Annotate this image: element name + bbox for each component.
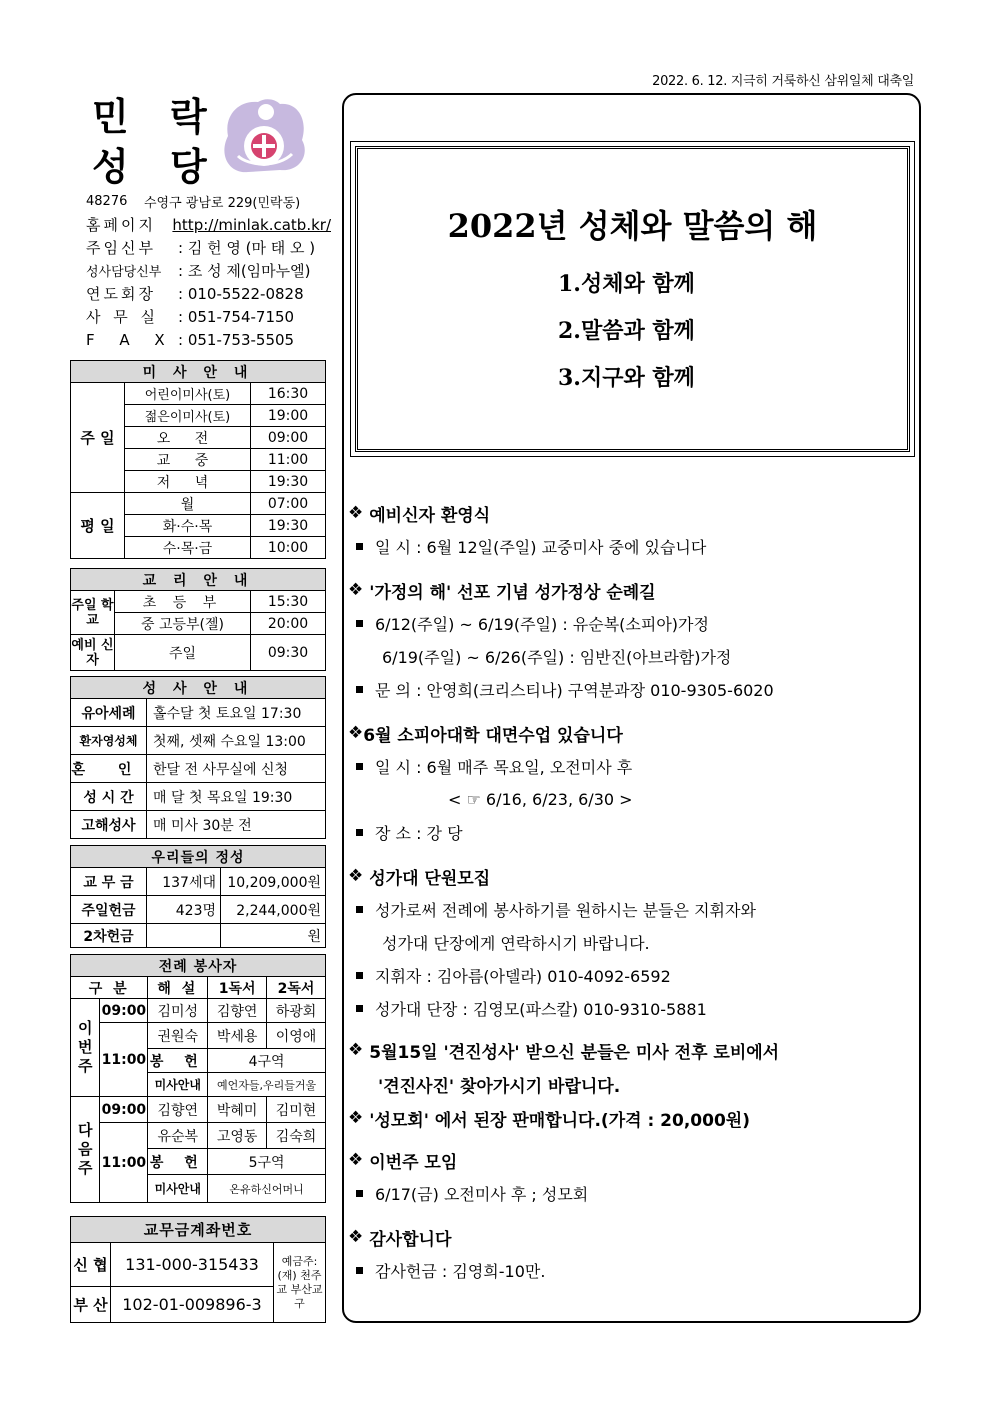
mass-time: 19:00 <box>251 405 326 427</box>
notice-line <box>348 607 918 640</box>
doctrine-table <box>70 568 326 671</box>
mass-time: 16:30 <box>251 383 326 405</box>
notice-line <box>348 673 918 706</box>
square-bullet-icon <box>356 1190 363 1197</box>
square-bullet-icon <box>356 620 363 627</box>
notice-text: < ☞ 6/16, 6/23, 6/30 > <box>448 790 633 809</box>
mass-header: 미 사 안 내 <box>71 361 326 383</box>
theme-box <box>355 146 910 452</box>
bulletin-date: 2022. 6. 12. 지극히 거룩하신 삼위일체 대축일 <box>652 74 914 89</box>
bank-name: 신 협 <box>71 1243 111 1287</box>
notice-heading-text: 예비신자 환영식 <box>369 505 491 526</box>
offering-count: 137세대 <box>147 868 221 896</box>
notice-text: 일 시 : 6월 매주 목요일, 오전미사 후 <box>375 758 633 777</box>
notice-heading-text: '가정의 해' 선포 기념 성가정상 순례길 <box>369 582 656 603</box>
notice-heading-text: 6월 소피아대학 대면수업 있습니다 <box>363 725 623 746</box>
sacrament-name: 혼 인 <box>71 755 147 783</box>
offering-name: 2차헌금 <box>71 924 147 948</box>
liturgy-servers-table <box>70 954 326 1203</box>
mass-time: 09:00 <box>251 427 326 449</box>
guide-group: 온유하신어머니 <box>208 1175 326 1203</box>
account-header: 교무금계좌번호 <box>71 1217 326 1243</box>
diamond-bullet-icon: ❖ <box>348 1040 364 1060</box>
notice-text: 6/19(주일) ~ 6/26(주일) : 임반진(아브라함)가정 <box>382 648 732 667</box>
diamond-bullet-icon: ❖ <box>348 723 364 743</box>
guide-label: 미사안내 <box>148 1073 208 1097</box>
notice-line <box>348 530 918 563</box>
server-name: 김향연 <box>148 1097 208 1123</box>
theme-item: 2.말씀과 함께 <box>558 318 695 344</box>
diamond-bullet-icon: ❖ <box>348 503 364 523</box>
offertory-label: 봉 헌 <box>148 1149 208 1175</box>
mass-time: 11:00 <box>100 1123 148 1203</box>
notices <box>348 496 918 1287</box>
class-name: 중 고등부(젤) <box>115 613 251 635</box>
diamond-bullet-icon: ❖ <box>348 1108 364 1128</box>
offering-count <box>147 924 221 948</box>
theme-title: 2022년 성체와 말씀의 해 <box>447 207 818 245</box>
server-name: 권원숙 <box>148 1023 208 1049</box>
notice-heading <box>348 1220 918 1254</box>
square-bullet-icon <box>356 1267 363 1274</box>
col-header: 구 분 <box>71 977 148 999</box>
catechumen-label: 예비 신자 <box>71 635 115 671</box>
notice-heading <box>348 1067 918 1101</box>
mass-day: 수·목·금 <box>125 537 251 559</box>
notice-text: 지휘자 : 김아름(아델라) 010-4092-6592 <box>375 967 671 986</box>
notice-heading-text: 감사합니다 <box>369 1229 452 1250</box>
square-bullet-icon <box>356 686 363 693</box>
sacrament-detail: 매 달 첫 목요일 19:30 <box>147 783 326 811</box>
notice-text: 문 의 : 안영희(크리스티나) 구역분과장 010-9305-6020 <box>375 681 774 700</box>
theme-item: 3.지구와 함께 <box>558 365 695 391</box>
pastor-row: 주임신부 : 김 헌 영 (마 태 오 ) <box>86 239 316 257</box>
server-name: 박혜미 <box>208 1097 267 1123</box>
notice-heading-text: 이번주 모임 <box>369 1152 458 1173</box>
diamond-bullet-icon: ❖ <box>348 866 364 886</box>
server-name: 김미성 <box>148 999 208 1023</box>
sacrament-header: 성 사 안 내 <box>71 677 326 699</box>
mass-name: 오 전 <box>125 427 251 449</box>
sacrament-detail: 홀수달 첫 토요일 17:30 <box>147 699 326 727</box>
notice-heading <box>348 1101 918 1135</box>
square-bullet-icon <box>356 1005 363 1012</box>
notice-heading <box>348 1033 918 1067</box>
square-bullet-icon <box>356 906 363 913</box>
offering-name: 교 무 금 <box>71 868 147 896</box>
sunday-school-label: 주일 학교 <box>71 591 115 635</box>
notice-heading-text: '성모회' 에서 된장 판매합니다.(가격 : 20,000원) <box>369 1110 750 1131</box>
server-name: 김숙희 <box>267 1123 326 1149</box>
server-name: 고영동 <box>208 1123 267 1149</box>
mass-name: 교 중 <box>125 449 251 471</box>
office-row: 사 무 실 : 051-754-7150 <box>86 307 295 326</box>
class-name: 초 등 부 <box>115 591 251 613</box>
account-number: 131-000-315433 <box>111 1243 274 1287</box>
col-header: 2독서 <box>267 977 326 999</box>
diamond-bullet-icon: ❖ <box>348 580 364 600</box>
server-name: 하광회 <box>267 999 326 1023</box>
notice-line <box>348 959 918 992</box>
diamond-bullet-icon: ❖ <box>348 1150 364 1170</box>
catechumen-time: 09:30 <box>251 635 326 671</box>
catechumen-day: 주일 <box>115 635 251 671</box>
offering-table <box>70 845 326 948</box>
address-row: 48276 수영구 광남로 229(민락동) <box>86 194 301 211</box>
fax-row: F A X : 051-753-5505 <box>86 330 295 349</box>
mass-name: 어린이미사(토) <box>125 383 251 405</box>
mass-time: 19:30 <box>251 471 326 493</box>
server-name: 박세용 <box>208 1023 267 1049</box>
notice-text: 6/17(금) 오전미사 후 ; 성모회 <box>375 1185 589 1204</box>
account-number: 102-01-009896-3 <box>111 1287 274 1323</box>
sacrament-detail: 매 미사 30분 전 <box>147 811 326 839</box>
next-week-label: 다음주 <box>71 1097 100 1203</box>
mass-time: 07:00 <box>251 493 326 515</box>
offertory-group: 4구역 <box>208 1049 326 1073</box>
mass-time: 09:00 <box>100 999 148 1023</box>
mass-name: 젊은이미사(토) <box>125 405 251 427</box>
notice-heading-text: '견진사진' 찾아가시기 바랍니다. <box>378 1076 621 1097</box>
notice-heading <box>348 1143 918 1177</box>
notice-line <box>348 750 918 783</box>
square-bullet-icon <box>356 972 363 979</box>
server-name: 유순복 <box>148 1123 208 1149</box>
mass-day: 화·수·목 <box>125 515 251 537</box>
sacrament-name: 고해성사 <box>71 811 147 839</box>
notice-text: 감사헌금 : 김영희-10만. <box>375 1262 546 1281</box>
guide-group: 예언자들,우리들거울 <box>208 1073 326 1097</box>
notice-line <box>348 640 918 673</box>
parish-title <box>92 92 221 192</box>
account-table <box>70 1216 326 1323</box>
account-holder: 예금주: (재) 천주교 부산교구 <box>274 1243 326 1323</box>
sacrament-priest-row: 성사담당신부 : 조 성 제(임마누엘) <box>86 262 311 280</box>
server-name: 이영애 <box>267 1023 326 1049</box>
diamond-bullet-icon: ❖ <box>348 1227 364 1247</box>
offering-amount: 2,244,000원 <box>221 896 326 924</box>
guide-label: 미사안내 <box>148 1175 208 1203</box>
mass-time: 19:30 <box>251 515 326 537</box>
sacrament-detail: 한달 전 사무실에 신청 <box>147 755 326 783</box>
notice-text: 장 소 : 강 당 <box>375 824 463 843</box>
offering-header: 우리들의 정성 <box>71 846 326 868</box>
mass-name: 저 녁 <box>125 471 251 493</box>
server-name: 김미현 <box>267 1097 326 1123</box>
sacrament-name: 유아세례 <box>71 699 147 727</box>
col-header: 1독서 <box>208 977 267 999</box>
notice-line <box>348 893 918 926</box>
notice-line <box>348 816 918 849</box>
mass-time: 11:00 <box>100 1023 148 1097</box>
mass-day: 월 <box>125 493 251 515</box>
sunday-label: 주 일 <box>71 383 125 493</box>
notice-line <box>348 1177 918 1210</box>
offertory-group: 5구역 <box>208 1149 326 1175</box>
notice-text: 성가로써 전례에 봉사하기를 원하시는 분들은 지휘자와 <box>375 901 756 920</box>
notice-line <box>348 926 918 959</box>
sacrament-table <box>70 676 326 839</box>
notice-text: 6/12(주일) ~ 6/19(주일) : 유순복(소피아)가정 <box>375 615 709 634</box>
mass-schedule-table <box>70 360 326 559</box>
weekday-label: 평 일 <box>71 493 125 559</box>
notice-heading <box>348 859 918 893</box>
doctrine-header: 교 리 안 내 <box>71 569 326 591</box>
offering-count: 423명 <box>147 896 221 924</box>
offering-amount: 10,209,000원 <box>221 868 326 896</box>
mass-time: 11:00 <box>251 449 326 471</box>
prayer-leader-row: 연도회장 : 010-5522-0828 <box>86 284 304 303</box>
mass-time: 09:00 <box>100 1097 148 1123</box>
notice-text: 성가대 단장 : 김영모(파스칼) 010-9310-5881 <box>375 1000 707 1019</box>
notice-heading <box>348 496 918 530</box>
theme-items <box>558 267 695 408</box>
notice-line <box>348 992 918 1025</box>
server-name: 김향연 <box>208 999 267 1023</box>
class-time: 15:30 <box>251 591 326 613</box>
notice-heading <box>348 716 918 750</box>
homepage-link[interactable]: http://minlak.catb.kr/ <box>172 215 331 234</box>
parish-logo-icon <box>218 96 310 176</box>
notice-line <box>348 1254 918 1287</box>
theme-item: 1.성체와 함께 <box>558 271 695 297</box>
col-header: 해 설 <box>148 977 208 999</box>
notice-heading <box>348 573 918 607</box>
notice-heading-text: 성가대 단원모집 <box>369 868 491 889</box>
class-time: 20:00 <box>251 613 326 635</box>
notice-line <box>348 783 918 816</box>
offertory-label: 봉 헌 <box>148 1049 208 1073</box>
sacrament-name: 성 시 간 <box>71 783 147 811</box>
square-bullet-icon <box>356 543 363 550</box>
bank-name: 부 산 <box>71 1287 111 1323</box>
square-bullet-icon <box>356 829 363 836</box>
title-line-2: 성 당 <box>92 144 221 189</box>
offering-amount: 원 <box>221 924 326 948</box>
servers-header: 전례 봉사자 <box>71 955 326 977</box>
notice-heading-text: 5월15일 '견진성사' 받으신 분들은 미사 전후 로비에서 <box>369 1042 780 1063</box>
title-line-1: 민 락 <box>92 94 221 139</box>
notice-text: 성가대 단장에게 연락하시기 바랍니다. <box>382 934 650 953</box>
offering-name: 주일헌금 <box>71 896 147 924</box>
sacrament-detail: 첫째, 셋째 수요일 13:00 <box>147 727 326 755</box>
homepage-row: 홈페이지 http://minlak.catb.kr/ <box>86 215 331 234</box>
this-week-label: 이번주 <box>71 999 100 1097</box>
sacrament-name: 환자영성체 <box>71 727 147 755</box>
square-bullet-icon <box>356 763 363 770</box>
notice-text: 일 시 : 6월 12일(주일) 교중미사 중에 있습니다 <box>375 538 707 557</box>
mass-time: 10:00 <box>251 537 326 559</box>
contact-info <box>86 190 331 351</box>
